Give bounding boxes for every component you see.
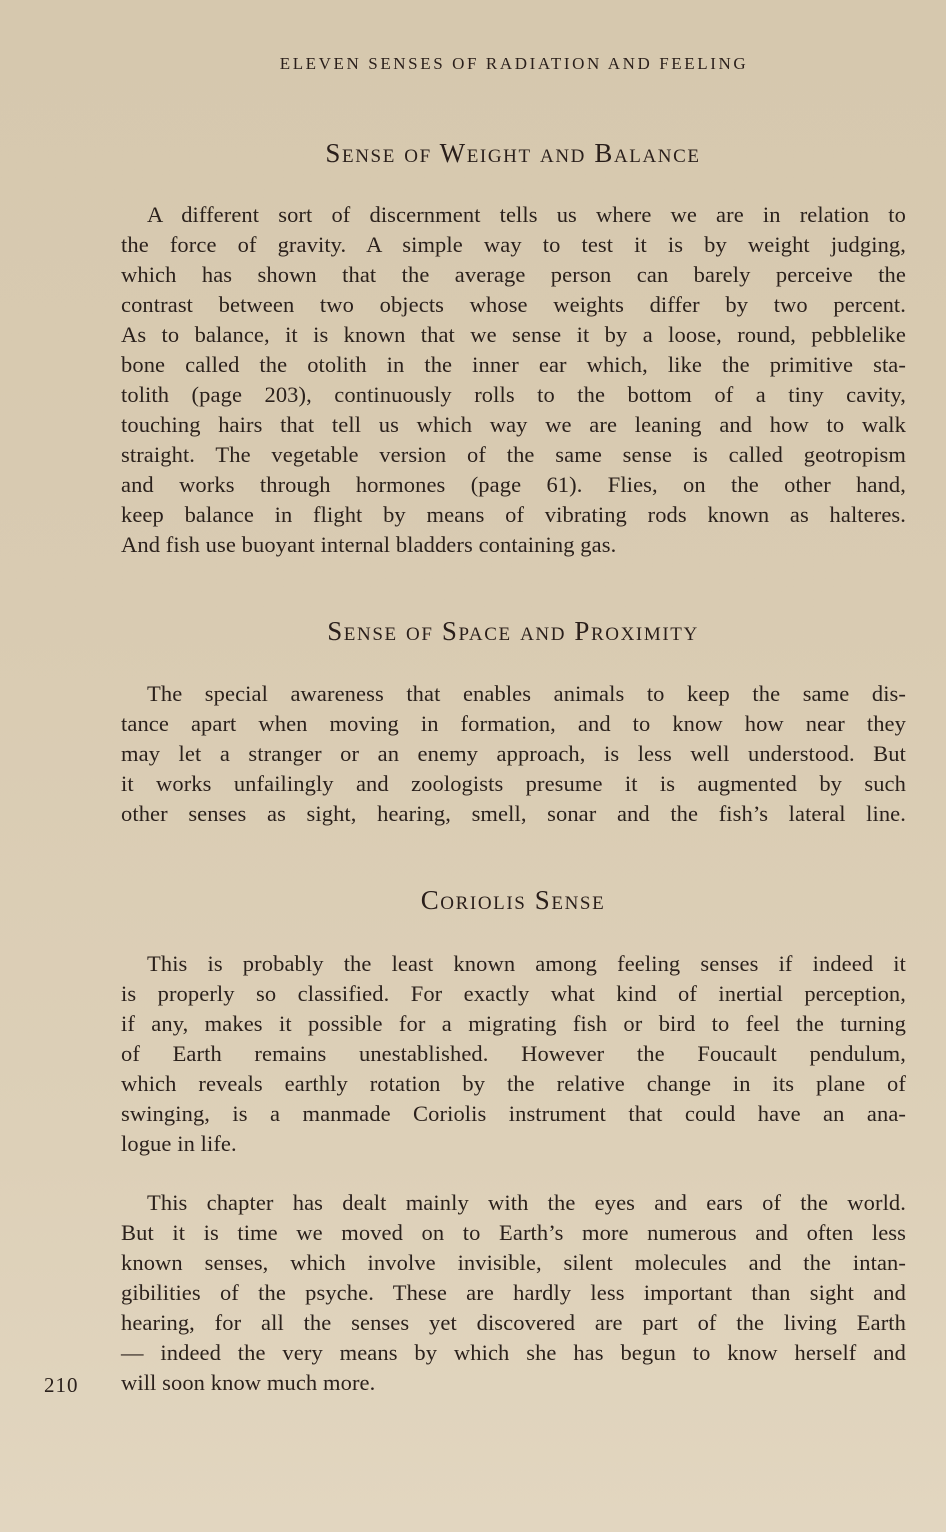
text-line: it works unfailingly and zoologists presume it is augmented by such xyxy=(121,771,906,796)
paragraph-weight-balance xyxy=(121,200,906,560)
text-line: straight. The vegetable version of the same sense is called geotropism xyxy=(121,442,906,467)
text-line: keep balance in flight by means of vibrating rods known as halteres. xyxy=(121,502,906,527)
text-line: A different sort of discernment tells us where we are in relation to xyxy=(147,202,906,227)
text-line: will soon know much more. xyxy=(121,1370,376,1395)
text-line: — indeed the very means by which she has begun to know herself and xyxy=(121,1340,906,1365)
text-line: which has shown that the average person can barely perceive the xyxy=(121,262,906,287)
section-heading-weight-balance: Sense of Weight and Balance xyxy=(325,138,701,168)
text-line: As to balance, it is known that we sense it by a loose, round, pebblelike xyxy=(121,322,906,347)
text-line: is properly so classified. For exactly what kind of inertial perception, xyxy=(121,981,906,1006)
text-line: tance apart when moving in formation, and to know how near they xyxy=(121,711,906,736)
text-line: This chapter has dealt mainly with the eyes and ears of the world. xyxy=(147,1190,906,1215)
paragraph-chapter-conclusion xyxy=(121,1188,906,1398)
text-line: gibilities of the psyche. These are hardly less important than sight and xyxy=(121,1280,906,1305)
text-line: and works through hormones (page 61). Flies, on the other hand, xyxy=(121,472,906,497)
text-line: bone called the otolith in the inner ear which, like the primitive sta- xyxy=(121,352,906,377)
text-line: other senses as sight, hearing, smell, sonar and the fish’s lateral line. xyxy=(121,801,906,826)
text-line: This is probably the least known among feeling senses if indeed it xyxy=(147,951,906,976)
text-line: may let a stranger or an enemy approach, is less well understood. But xyxy=(121,741,906,766)
running-head: ELEVEN SENSES OF RADIATION AND FEELING xyxy=(279,54,749,73)
text-line: hearing, for all the senses yet discovered are part of the living Earth xyxy=(121,1310,906,1335)
text-line: the force of gravity. A simple way to test it is by weight judging, xyxy=(121,232,906,257)
text-line: known senses, which involve invisible, silent molecules and the intan- xyxy=(121,1250,906,1275)
page-number: 210 xyxy=(44,1373,79,1397)
text-line: if any, makes it possible for a migrating fish or bird to feel the turning xyxy=(121,1011,906,1036)
text-line: touching hairs that tell us which way we are leaning and how to walk xyxy=(121,412,906,437)
section-heading-space-proximity: Sense of Space and Proximity xyxy=(327,616,699,646)
section-heading-coriolis: Coriolis Sense xyxy=(420,885,606,915)
text-line: And fish use buoyant internal bladders containing gas. xyxy=(121,532,617,557)
text-line: swinging, is a manmade Coriolis instrument that could have an ana- xyxy=(121,1101,906,1126)
paragraph-space-proximity xyxy=(121,679,906,829)
text-line: which reveals earthly rotation by the relative change in its plane of xyxy=(121,1071,906,1096)
text-line: tolith (page 203), continuously rolls to the bottom of a tiny cavity, xyxy=(121,382,906,407)
text-line: But it is time we moved on to Earth’s more numerous and often less xyxy=(121,1220,906,1245)
paragraph-coriolis xyxy=(121,949,906,1159)
text-line: contrast between two objects whose weights differ by two percent. xyxy=(121,292,906,317)
text-line: of Earth remains unestablished. However the Foucault pendulum, xyxy=(121,1041,906,1066)
text-line: The special awareness that enables animals to keep the same dis- xyxy=(147,681,906,706)
text-line: logue in life. xyxy=(121,1131,237,1156)
